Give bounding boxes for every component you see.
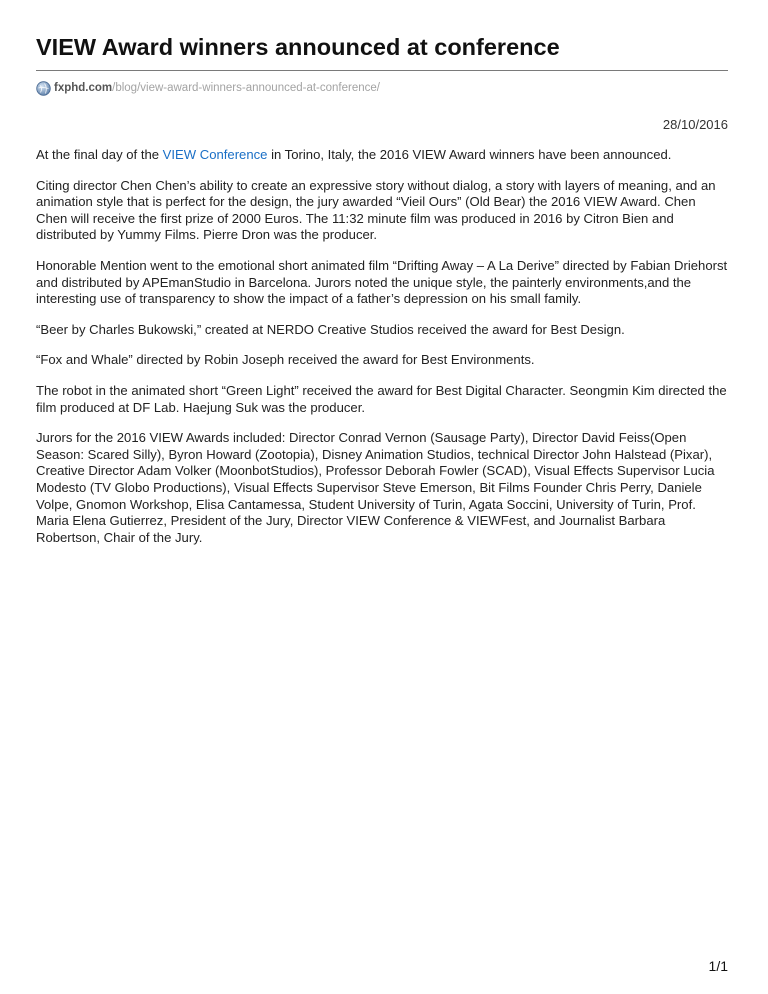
paragraph-1-before: At the final day of the: [36, 147, 163, 162]
page-title: VIEW Award winners announced at conference: [36, 34, 560, 60]
source-line[interactable]: [36, 79, 380, 97]
article-body: [36, 147, 728, 560]
title-divider: [36, 70, 728, 71]
page-number: 1/1: [708, 958, 728, 974]
view-conference-link[interactable]: VIEW Conference: [162, 147, 268, 162]
paragraph-1: [36, 147, 728, 164]
globe-icon: [36, 81, 51, 96]
paragraph-7: Jurors for the 2016 VIEW Awards included: Director Conrad Vernon (Sausage Party), Director David Feiss(Open Season: Scared Silly), Byron Howard (Zootopia), Disney Animation Studios, technical Director John Halstead (Pixar), Creative Director Adam Volker (MoonbotStudios), Professor Deborah Fowler (SCAD), Visual Effects Supervisor Lucia Modesto (TV Globo Productions), Visual Effects Supervisor Steve Emerson, Bit Films Founder Chris Perry, Daniele Volpe, Gnomon Workshop, Elisa Cantamessa, Student University of Turin, Agata Soccini, University of Turin, Prof. Maria Elena Gutierrez, President of the Jury, Director VIEW Conference & VIEWFest, and Journalist Barbara Robertson, Chair of the Jury.: [36, 430, 715, 545]
publish-date: 28/10/2016: [662, 117, 728, 132]
paragraph-6: The robot in the animated short “Green Light” received the award for Best Digital Character. Seongmin Kim directed the film produced at DF Lab. Haejung Suk was the producer.: [36, 382, 727, 415]
paragraph-1-after: in Torino, Italy, the 2016 VIEW Award winners have been announced.: [267, 147, 672, 162]
paragraph-4: “Beer by Charles Bukowski,” created at NERDO Creative Studios received the award for Best Design.: [36, 321, 625, 337]
source-path: /blog/view-award-winners-announced-at-conference/: [112, 82, 380, 94]
paragraph-2: Citing director Chen Chen’s ability to create an expressive story without dialog, a story with layers of meaning, and an animation style that is perfect for the design, the jury awarded “Vieil Ours” (Old Bear) the 2016 VIEW Award. Chen Chen will receive the first prize of 2000 Euros. The 11:32 minute film was produced in 2016 by Citron Bien and distributed by Yummy Films. Pierre Dron was the producer.: [36, 177, 716, 243]
paragraph-5: “Fox and Whale” directed by Robin Joseph received the award for Best Environments.: [36, 352, 535, 368]
paragraph-3: Honorable Mention went to the emotional short animated film “Drifting Away – A La Derive” directed by Fabian Driehorst and distributed by APEmanStudio in Barcelona. Jurors noted the unique style, the painterly environments,and the interesting use of transparency to show the impact of a father’s depression on his small family.: [36, 257, 728, 307]
source-domain: fxphd.com: [54, 82, 113, 94]
